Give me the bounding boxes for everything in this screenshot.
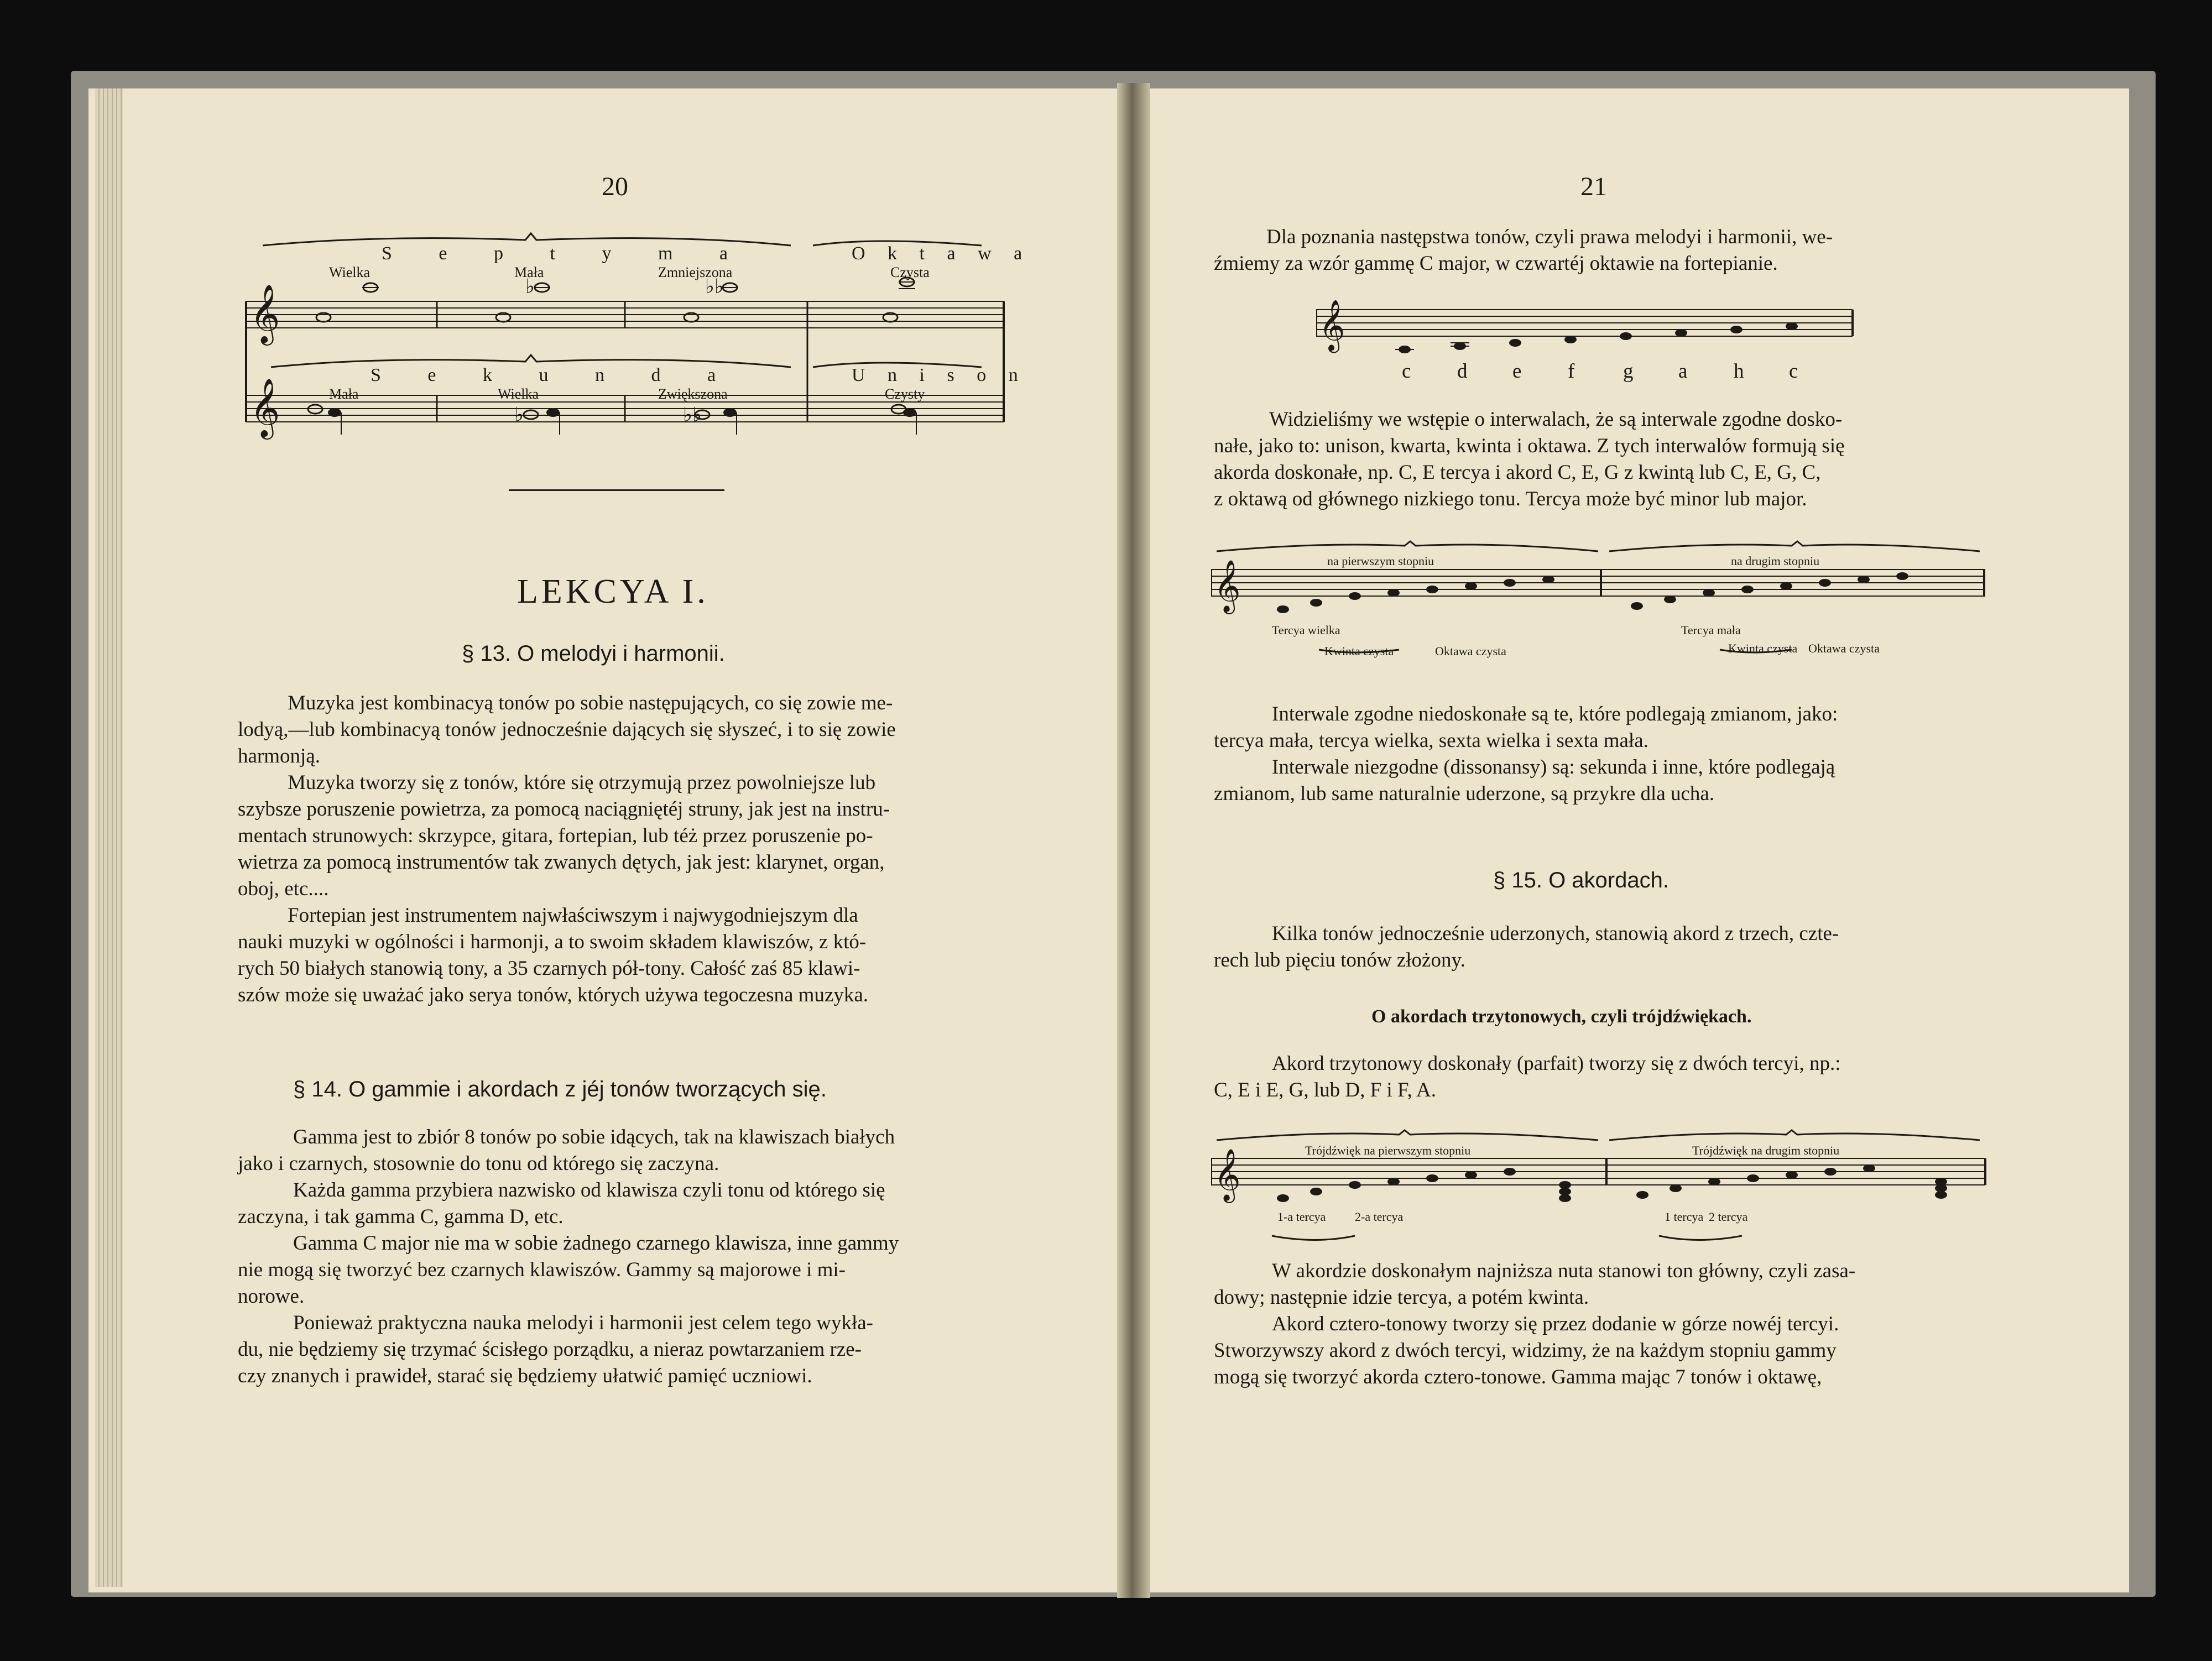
text-line: Kilka tonów jednocześnie uderzonych, stanowią akord z trzech, czte-	[1272, 922, 1839, 945]
text-line: W akordzie doskonałym najniższa nuta stanowi ton główny, czyli zasa-	[1272, 1260, 1856, 1282]
svg-text:𝄞: 𝄞	[1319, 299, 1345, 351]
svg-text:𝄞: 𝄞	[250, 284, 280, 343]
svg-text:♭♭: ♭♭	[705, 275, 724, 298]
section-15-title: § 15. O akordach.	[1493, 868, 1669, 892]
text-line: du, nie będziemy się trzymać ścisłego porządku, a nieraz powtarzaniem rze-	[238, 1338, 862, 1361]
interval-caption: Oktawa czysta	[1808, 641, 1880, 655]
staff-caption: Trójdźwięk na pierwszym stopniu	[1305, 1143, 1471, 1157]
page-edges	[95, 88, 123, 1587]
text-line: szybsze poruszenie powietrza, za pomocą naciągniętéj struny, jak jest na instru-	[238, 798, 890, 821]
interval-caption: Kwinta czysta	[1324, 644, 1394, 658]
interval-label: Czysty	[885, 386, 925, 402]
text-line: C, E i E, G, lub D, F i F, A.	[1214, 1079, 1437, 1101]
text-line: Muzyka tworzy się z tonów, które się otrzymują przez powolniejsze lub	[288, 771, 876, 794]
text-line: Gamma jest to zbiór 8 tonów po sobie idących, tak na klawiszach białych	[293, 1126, 895, 1148]
note-label: g	[1623, 360, 1634, 383]
staff-group-label: S e p t y m a	[382, 243, 749, 264]
text-line: zaczyna, i tak gamma C, gamma D, etc.	[238, 1205, 564, 1228]
note-label: f	[1568, 360, 1575, 383]
text-line: Ponieważ praktyczna nauka melodyi i harmonii jest celem tego wykła-	[293, 1312, 874, 1334]
interval-caption: Kwinta czysta	[1728, 641, 1798, 655]
text-line: rych 50 białych stanowią tony, a 35 czarnych pół-tony. Całość zaś 85 klawi-	[238, 957, 860, 980]
text-line: norowe.	[238, 1285, 305, 1308]
svg-text:♭: ♭	[514, 404, 524, 426]
interval-label: Zwiększona	[658, 386, 728, 402]
text-line: z oktawą od głównego nizkiego tonu. Tercya może być minor lub major.	[1214, 488, 1807, 510]
text-line: tercya mała, tercya wielka, sexta wielka i sexta mała.	[1214, 729, 1648, 752]
text-line: Interwale zgodne niedoskonałe są te, które podlegają zmianom, jako:	[1272, 703, 1838, 725]
text-line: nauki muzyki w ogólności i harmonji, a to swoim składem klawiszów, z któ-	[238, 931, 867, 953]
section-13-title: § 13. O melodyi i harmonii.	[462, 641, 725, 666]
interval-label: Zmniejszona	[658, 264, 733, 280]
svg-text:♭♭: ♭♭	[683, 404, 702, 426]
text-line: rech lub pięciu tonów złożony.	[1214, 949, 1465, 971]
staff-group-label: S e k u n d a	[371, 365, 737, 385]
text-line: jako i czarnych, stosownie do tonu od którego się zaczyna.	[238, 1152, 719, 1175]
interval-label: Czysta	[890, 264, 930, 280]
interval-label: Wielka	[329, 264, 371, 280]
text-line: nałe, jako to: unison, kwarta, kwinta i oktawa. Z tych interwalów formują się	[1214, 435, 1845, 457]
music-staff-triads	[1211, 1128, 1991, 1255]
interval-caption: 2-a tercya	[1355, 1210, 1404, 1224]
staff-group-label: U n i s o n	[852, 365, 1027, 385]
lesson-title: LEKCYA I.	[517, 573, 709, 610]
interval-caption: Tercya wielka	[1272, 623, 1340, 637]
text-line: szów może się uważać jako serya tonów, których używa tegoczesna muzyka.	[238, 984, 869, 1006]
text-line: Widzieliśmy we wstępie o interwalach, że są interwale zgodne dosko-	[1269, 408, 1843, 431]
text-line: Fortepian jest instrumentem najwłaściwszym i najwygodniejszym dla	[288, 904, 858, 927]
text-line: mogą się tworzyć akorda cztero-tonowe. Gamma mając 7 tonów i oktawę,	[1214, 1366, 1822, 1388]
svg-text:𝄞: 𝄞	[250, 378, 280, 437]
interval-caption: 1-a tercya	[1277, 1210, 1326, 1224]
text-line: Akord trzytonowy doskonały (parfait) tworzy się z dwóch tercyi, np.:	[1272, 1052, 1841, 1075]
text-line: mentach strunowych: skrzypce, gitara, fortepian, lub téż przez poruszenie po-	[238, 824, 873, 847]
text-line: Muzyka jest kombinacyą tonów po sobie następujących, co się zowie me-	[288, 692, 893, 714]
section-14-title: § 14. O gammie i akordach z jéj tonów tworzących się.	[293, 1077, 827, 1101]
svg-text:𝄞: 𝄞	[1214, 560, 1241, 612]
text-line: Stworzywszy akord z dwóch tercyi, widzimy, że na każdym stopniu gammy	[1214, 1339, 1837, 1362]
note-label: c	[1789, 360, 1798, 383]
interval-label: Mała	[329, 386, 359, 402]
interval-label: Wielka	[498, 386, 539, 402]
text-line: źmiemy za wzór gammę C major, w czwartéj oktawie na fortepianie.	[1214, 252, 1778, 275]
divider	[509, 489, 724, 491]
note-label: a	[1678, 360, 1688, 383]
text-line: Akord cztero-tonowy tworzy się przez dodanie w górze nowéj tercyi.	[1272, 1313, 1839, 1335]
page-number-left: 20	[602, 172, 628, 201]
staff-caption: na pierwszym stopniu	[1327, 554, 1434, 568]
music-staff-intervals	[238, 227, 1012, 459]
text-line: Każda gamma przybiera nazwisko od klawisza czyli tonu od którego się	[293, 1179, 885, 1202]
music-staff-scale	[1316, 299, 1858, 382]
note-label: e	[1512, 360, 1522, 383]
book-gutter	[1117, 83, 1150, 1598]
text-line: czy znanych i prawideł, starać się będziemy ułatwić pamięć uczniowi.	[238, 1365, 812, 1387]
svg-text:𝄞: 𝄞	[1214, 1148, 1241, 1201]
note-label: d	[1457, 360, 1468, 383]
svg-text:♭: ♭	[525, 275, 535, 298]
text-line: Interwale niezgodne (dissonansy) są: sekunda i inne, które podlegają	[1272, 756, 1835, 779]
text-line: nie mogą się tworzyć bez czarnych klawiszów. Gammy są majorowe i mi-	[238, 1258, 846, 1281]
interval-caption: Oktawa czysta	[1435, 644, 1506, 658]
text-line: Dla poznania następstwa tonów, czyli prawa melodyi i harmonii, we-	[1266, 226, 1833, 248]
interval-label: Mała	[514, 264, 544, 280]
note-label: h	[1734, 360, 1744, 383]
text-line: zmianom, lub same naturalnie uderzone, są przykre dla ucha.	[1214, 782, 1715, 805]
text-line: wietrza za pomocą instrumentów tak zwanych dętych, jak jest: klarynet, organ,	[238, 851, 885, 874]
interval-caption: Tercya mała	[1681, 623, 1741, 637]
text-line: dowy; następnie idzie tercya, a potém kwinta.	[1214, 1286, 1589, 1309]
subheading: O akordach trzytonowych, czyli trójdźwiękach.	[1371, 1006, 1752, 1027]
interval-caption: 1 tercya	[1665, 1210, 1704, 1224]
text-line: akorda doskonałe, np. C, E tercya i akord C, E, G z kwintą lub C, E, G, C,	[1214, 461, 1821, 484]
note-label: c	[1402, 360, 1411, 383]
page-number-right: 21	[1580, 172, 1607, 201]
staff-caption: na drugim stopniu	[1731, 554, 1820, 568]
staff-group-label: O k t a w a	[852, 243, 1031, 264]
text-line: Gamma C major nie ma w sobie żadnego czarnego klawisza, inne gammy	[293, 1232, 899, 1255]
interval-caption: 2 tercya	[1709, 1210, 1748, 1224]
text-line: harmonją.	[238, 745, 320, 767]
text-line: oboj, etc....	[238, 877, 329, 900]
text-line: lodyą,—lub kombinacyą tonów jednocześnie dających się słyszeć, i to się zowie	[238, 718, 896, 741]
staff-caption: Trójdźwięk na drugim stopniu	[1692, 1143, 1840, 1157]
